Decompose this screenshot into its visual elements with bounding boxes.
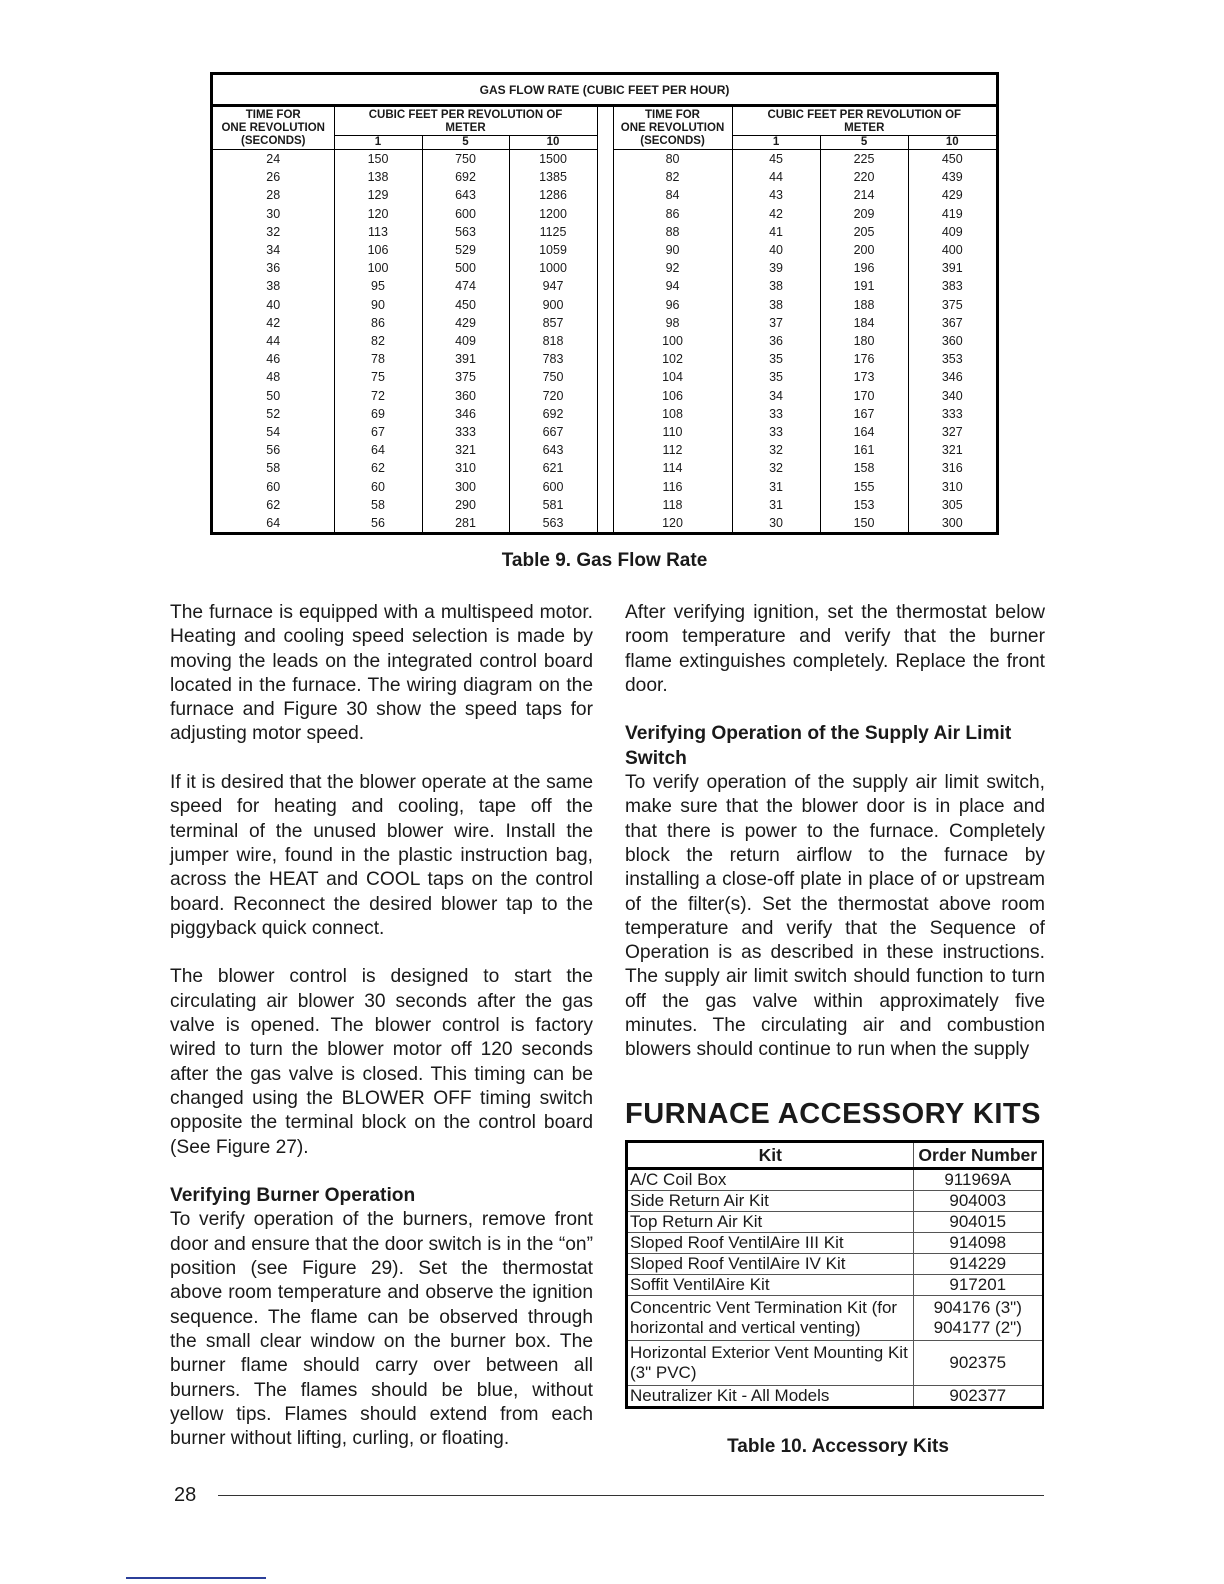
- table-row: [628, 1212, 1042, 1233]
- table-divider: [597, 150, 613, 168]
- table-cell: 170: [820, 387, 908, 405]
- paragraph-same-speed: If it is desired that the blower operate at the same speed for heating and cooling, tape off the terminal of the unused blower wire. Install the jumper wire, found in the plastic instruction bag, across the HEAT and COOL taps on the control board. Reconnect the desired blower tap to the piggyback quick connect.: [170, 772, 593, 939]
- table-cell: 82: [613, 168, 732, 186]
- gas-flow-grid: [213, 107, 996, 532]
- table-cell: 214: [820, 186, 908, 204]
- table-cell: 94: [613, 277, 732, 295]
- table-cell: 367: [941, 315, 963, 330]
- table-cell: 75: [334, 368, 422, 386]
- table-cell: 40: [213, 296, 334, 314]
- table-cell: 24: [213, 150, 334, 168]
- table-divider: [597, 168, 613, 186]
- table-cell: 900: [542, 297, 564, 312]
- table-divider: [597, 314, 613, 332]
- table-cell: 35: [732, 350, 820, 368]
- table-cell: 35: [732, 368, 820, 386]
- table-cell: 28: [213, 186, 334, 204]
- table-divider: [597, 296, 613, 314]
- table-cell: 474: [422, 277, 509, 295]
- table-divider: [597, 514, 613, 532]
- table-cell: 102: [613, 350, 732, 368]
- gas-table-body: [213, 150, 996, 532]
- table-cell: 947: [542, 279, 564, 294]
- table-cell: 69: [334, 405, 422, 423]
- table-cell: 118: [613, 496, 732, 514]
- table-cell: 31: [732, 478, 820, 496]
- table-divider: [597, 277, 613, 295]
- kit-name: Sloped Roof VentilAire III Kit: [628, 1233, 913, 1254]
- table-cell: 64: [213, 514, 334, 532]
- table-cell: 56: [334, 514, 422, 532]
- table-row: [628, 1191, 1042, 1212]
- table-cell: 60: [334, 478, 422, 496]
- table-cell: 1500: [539, 152, 567, 166]
- table-cell: 305: [941, 497, 963, 512]
- table-cell: 45: [732, 150, 820, 168]
- table-row: [213, 241, 996, 259]
- order-number-header: Order Number: [913, 1143, 1042, 1169]
- order-number: 914098: [913, 1233, 1042, 1254]
- table-divider: [597, 259, 613, 277]
- left-column: [170, 601, 593, 1476]
- table-cell: 353: [941, 352, 963, 367]
- cf-header-right: CUBIC FEET PER REVOLUTION OF METER: [732, 107, 996, 136]
- table-cell: 1125: [539, 224, 567, 239]
- table-divider: [597, 459, 613, 477]
- table-cell: 44: [732, 168, 820, 186]
- table-row: [213, 459, 996, 477]
- gas-table-title: GAS FLOW RATE (CUBIC FEET PER HOUR): [213, 75, 996, 107]
- table-divider: [597, 405, 613, 423]
- table-cell: 692: [542, 406, 564, 421]
- table-cell: 46: [213, 350, 334, 368]
- table-cell: 113: [334, 223, 422, 241]
- table-cell: 36: [732, 332, 820, 350]
- table-cell: 54: [213, 423, 334, 441]
- table-cell: 80: [613, 150, 732, 168]
- table-cell: 138: [334, 168, 422, 186]
- table-cell: 176: [820, 350, 908, 368]
- table-divider: [597, 332, 613, 350]
- table-cell: 333: [941, 406, 963, 421]
- table-cell: 58: [213, 459, 334, 477]
- table-cell: 281: [422, 514, 509, 532]
- paragraph-blower-control: The blower control is designed to start the circulating air blower 30 seconds after the gas valve is opened. The blower control is factory wired to turn the blower motor off 120 seconds after the gas valve is closed. This timing can be changed using the BLOWER OFF timing switch opposite the terminal block on the control board (See Figure 27).: [170, 966, 593, 1158]
- table-cell: 84: [613, 186, 732, 204]
- kit-name: Sloped Roof VentilAire IV Kit: [628, 1254, 913, 1275]
- kit-name: Top Return Air Kit: [628, 1212, 913, 1233]
- table-divider: [597, 368, 613, 386]
- table-cell: 340: [941, 388, 963, 403]
- kit-header: Kit: [628, 1143, 913, 1169]
- footer-rule: [218, 1495, 1044, 1496]
- table-divider: [597, 350, 613, 368]
- table-cell: 643: [422, 186, 509, 204]
- section-title-accessory-kits: FURNACE ACCESSORY KITS: [625, 1098, 1041, 1130]
- table-divider: [597, 441, 613, 459]
- paragraph-after-ignition: After verifying ignition, set the thermostat below room temperature and verify that the burner flame extinguishes completely. Replace the front door.: [625, 602, 1045, 696]
- table-cell: 38: [732, 277, 820, 295]
- table-cell: 327: [941, 425, 963, 440]
- table-cell: 31: [732, 496, 820, 514]
- order-number: 902377: [913, 1386, 1042, 1407]
- gas-flow-table: [210, 72, 999, 535]
- sub-col-1: 1: [334, 136, 422, 150]
- table-cell: 667: [542, 425, 564, 440]
- table-cell: 86: [613, 205, 732, 223]
- table-cell: 62: [334, 459, 422, 477]
- order-number: 904176 (3") 904177 (2"): [913, 1296, 1042, 1341]
- table-cell: 205: [820, 223, 908, 241]
- sub-col-10: 10: [945, 136, 959, 148]
- kit-name: A/C Coil Box: [628, 1169, 913, 1191]
- table-cell: 600: [542, 479, 564, 494]
- table-row: [213, 223, 996, 241]
- table-row: [213, 186, 996, 204]
- table-cell: 112: [613, 441, 732, 459]
- table-cell: 750: [542, 370, 564, 385]
- table-row: [213, 150, 996, 168]
- table-cell: 316: [941, 461, 963, 476]
- table-cell: 43: [732, 186, 820, 204]
- table-cell: 38: [732, 296, 820, 314]
- table-cell: 36: [213, 259, 334, 277]
- table-cell: 50: [213, 387, 334, 405]
- table-cell: 67: [334, 423, 422, 441]
- table-cell: 72: [334, 387, 422, 405]
- paragraph-motor-speed: The furnace is equipped with a multispeed motor. Heating and cooling speed selection is made by moving the leads on the integrated control board located in the furnace. The wiring diagram on the furnace and Figure 30 show the speed taps for adjusting motor speed.: [170, 602, 593, 745]
- order-number: 917201: [913, 1275, 1042, 1296]
- table-cell: 37: [732, 314, 820, 332]
- table-cell: 600: [422, 205, 509, 223]
- time-header-right: TIME FOR ONE REVOLUTION (SECONDS): [613, 107, 732, 150]
- table-cell: 391: [422, 350, 509, 368]
- sub-col-5: 5: [820, 136, 908, 150]
- table-cell: 38: [213, 277, 334, 295]
- table-row: [213, 259, 996, 277]
- table-cell: 41: [732, 223, 820, 241]
- table-cell: 92: [613, 259, 732, 277]
- order-number: 911969A: [913, 1169, 1042, 1191]
- table-row: [213, 514, 996, 532]
- table-divider: [597, 241, 613, 259]
- table-cell: 1059: [539, 243, 567, 258]
- table-cell: 200: [820, 241, 908, 259]
- table-cell: 116: [613, 478, 732, 496]
- table-cell: 346: [422, 405, 509, 423]
- table-cell: 98: [613, 314, 732, 332]
- table-cell: 419: [941, 206, 963, 221]
- table-cell: 96: [613, 296, 732, 314]
- table-row: [213, 387, 996, 405]
- table-cell: 321: [941, 443, 963, 458]
- table-row: [213, 405, 996, 423]
- table-cell: 220: [820, 168, 908, 186]
- table-row: [213, 205, 996, 223]
- heading-verifying-limit-switch: Verifying Operation of the Supply Air Limit Switch: [625, 723, 1012, 769]
- table-row: [213, 368, 996, 386]
- table-divider: [597, 223, 613, 241]
- table-cell: 643: [542, 443, 564, 458]
- table-divider: [597, 478, 613, 496]
- table-cell: 429: [422, 314, 509, 332]
- table-cell: 164: [820, 423, 908, 441]
- table-cell: 60: [213, 478, 334, 496]
- table-cell: 1385: [539, 170, 567, 185]
- table-cell: 30: [213, 205, 334, 223]
- heading-verifying-burner: Verifying Burner Operation: [170, 1185, 416, 1207]
- table-cell: 32: [732, 459, 820, 477]
- table-cell: 32: [732, 441, 820, 459]
- table-cell: 563: [422, 223, 509, 241]
- sub-col-5: 5: [422, 136, 509, 150]
- table-cell: 33: [732, 423, 820, 441]
- kit-name: Side Return Air Kit: [628, 1191, 913, 1212]
- table-row: [213, 332, 996, 350]
- table-cell: 161: [820, 441, 908, 459]
- table-10-caption: Table 10. Accessory Kits: [727, 1436, 949, 1457]
- right-column: [625, 601, 1045, 1087]
- table-cell: 429: [941, 188, 963, 203]
- table-cell: 120: [334, 205, 422, 223]
- table-row: [213, 496, 996, 514]
- table-cell: 42: [213, 314, 334, 332]
- table-cell: 90: [613, 241, 732, 259]
- table-cell: 621: [542, 461, 564, 476]
- table-cell: 720: [542, 388, 564, 403]
- table-cell: 52: [213, 405, 334, 423]
- table-cell: 56: [213, 441, 334, 459]
- table-cell: 88: [613, 223, 732, 241]
- table-cell: 409: [422, 332, 509, 350]
- order-number: 914229: [913, 1254, 1042, 1275]
- table-row: [628, 1169, 1042, 1191]
- table-cell: 450: [422, 296, 509, 314]
- table-cell: 391: [941, 261, 963, 276]
- table-cell: 34: [213, 241, 334, 259]
- table-cell: 375: [422, 368, 509, 386]
- table-cell: 360: [941, 334, 963, 349]
- table-cell: 783: [542, 352, 564, 367]
- table-divider: [597, 496, 613, 514]
- table-cell: 62: [213, 496, 334, 514]
- table-cell: 108: [613, 405, 732, 423]
- sub-col-10: 10: [546, 136, 560, 148]
- table-cell: 300: [941, 516, 963, 531]
- table-cell: 290: [422, 496, 509, 514]
- table-cell: 90: [334, 296, 422, 314]
- table-row: [213, 441, 996, 459]
- table-row: [628, 1275, 1042, 1296]
- table-divider: [597, 387, 613, 405]
- table-cell: 26: [213, 168, 334, 186]
- table-cell: 500: [422, 259, 509, 277]
- table-row: [213, 350, 996, 368]
- table-cell: 30: [732, 514, 820, 532]
- table-cell: 818: [542, 334, 564, 349]
- page-number: 28: [174, 1484, 197, 1506]
- table-cell: 48: [213, 368, 334, 386]
- table-row: [628, 1341, 1042, 1386]
- table-cell: 110: [613, 423, 732, 441]
- table-cell: 692: [422, 168, 509, 186]
- table-cell: 563: [542, 516, 564, 531]
- table-row: [213, 296, 996, 314]
- table-cell: 581: [542, 497, 564, 512]
- table-cell: 400: [941, 243, 963, 258]
- table-cell: 360: [422, 387, 509, 405]
- table-cell: 40: [732, 241, 820, 259]
- table-cell: 82: [334, 332, 422, 350]
- table-cell: 180: [820, 332, 908, 350]
- table-cell: 310: [941, 479, 963, 494]
- table-row: [628, 1254, 1042, 1275]
- table-cell: 321: [422, 441, 509, 459]
- table-cell: 120: [613, 514, 732, 532]
- table-row: [213, 478, 996, 496]
- table-cell: 300: [422, 478, 509, 496]
- accessory-kits-table: [625, 1140, 1044, 1409]
- table-cell: 333: [422, 423, 509, 441]
- table-cell: 346: [941, 370, 963, 385]
- blue-rule: [126, 1577, 266, 1579]
- table-cell: 529: [422, 241, 509, 259]
- paragraph-burner-operation: To verify operation of the burners, remove front door and ensure that the door switch is in the “on” position (see Figure 29). Set the thermostat above room temperature and observe the ignition sequence. The flame can be observed through the small clear window on the burner box. The burner flame should carry over between all burners. The flames should be blue, without yellow tips. Flames should extend from each burner without lifting, curling, or floating.: [170, 1209, 593, 1450]
- table-divider: [597, 205, 613, 223]
- time-header-left: TIME FOR ONE REVOLUTION (SECONDS): [213, 107, 334, 150]
- table-divider: [597, 107, 613, 150]
- table-cell: 39: [732, 259, 820, 277]
- sub-col-1: 1: [732, 136, 820, 150]
- order-number: 902375: [913, 1341, 1042, 1386]
- table-cell: 153: [820, 496, 908, 514]
- table-cell: 196: [820, 259, 908, 277]
- table-cell: 58: [334, 496, 422, 514]
- table-cell: 310: [422, 459, 509, 477]
- order-number: 904015: [913, 1212, 1042, 1233]
- table-row: [213, 168, 996, 186]
- table-cell: 450: [941, 152, 963, 166]
- table-cell: 188: [820, 296, 908, 314]
- table-row: [628, 1233, 1042, 1254]
- table-cell: 191: [820, 277, 908, 295]
- table-divider: [597, 186, 613, 204]
- table-cell: 95: [334, 277, 422, 295]
- paragraph-limit-switch: To verify operation of the supply air limit switch, make sure that the blower door is in place and that there is power to the furnace. Completely block the return airflow to the furnace by installing a close-off plate in place of or upstream of the filter(s). Set the thermostat above room temperature and verify that the Sequence of Operation is as described in these instructions. The supply air limit switch should function to turn off the gas valve within approximately five minutes. The circulating air and combustion blowers should continue to run when the supply: [625, 772, 1045, 1061]
- table-cell: 1000: [539, 261, 567, 276]
- accessory-table-body: [628, 1169, 1042, 1407]
- order-number: 904003: [913, 1191, 1042, 1212]
- table-cell: 167: [820, 405, 908, 423]
- table-cell: 86: [334, 314, 422, 332]
- table-cell: 150: [334, 150, 422, 168]
- table-cell: 32: [213, 223, 334, 241]
- table-cell: 173: [820, 368, 908, 386]
- table-cell: 383: [941, 279, 963, 294]
- table-cell: 106: [613, 387, 732, 405]
- table-divider: [597, 423, 613, 441]
- table-cell: 375: [941, 297, 963, 312]
- table-row: [628, 1386, 1042, 1407]
- kit-name: Horizontal Exterior Vent Mounting Kit (3" PVC): [628, 1341, 913, 1386]
- table-cell: 100: [334, 259, 422, 277]
- table-cell: 158: [820, 459, 908, 477]
- table-cell: 155: [820, 478, 908, 496]
- table-cell: 750: [422, 150, 509, 168]
- table-row: [213, 277, 996, 295]
- table-cell: 129: [334, 186, 422, 204]
- table-cell: 439: [941, 170, 963, 185]
- kit-name: Concentric Vent Termination Kit (for horizontal and vertical venting): [628, 1296, 913, 1341]
- kit-name: Neutralizer Kit - All Models: [628, 1386, 913, 1407]
- table-cell: 857: [542, 315, 564, 330]
- kit-name: Soffit VentilAire Kit: [628, 1275, 913, 1296]
- table-row: [628, 1296, 1042, 1341]
- table-cell: 409: [941, 224, 963, 239]
- table-9-caption: Table 9. Gas Flow Rate: [501, 550, 708, 571]
- table-cell: 1200: [539, 206, 567, 221]
- table-cell: 209: [820, 205, 908, 223]
- table-cell: 64: [334, 441, 422, 459]
- table-cell: 104: [613, 368, 732, 386]
- table-cell: 78: [334, 350, 422, 368]
- table-cell: 114: [613, 459, 732, 477]
- table-cell: 34: [732, 387, 820, 405]
- table-cell: 184: [820, 314, 908, 332]
- table-row: [213, 423, 996, 441]
- table-row: [213, 314, 996, 332]
- table-cell: 33: [732, 405, 820, 423]
- table-cell: 1286: [539, 188, 567, 203]
- cf-header-left: CUBIC FEET PER REVOLUTION OF METER: [334, 107, 597, 136]
- table-cell: 225: [820, 150, 908, 168]
- table-cell: 150: [820, 514, 908, 532]
- table-cell: 44: [213, 332, 334, 350]
- table-cell: 106: [334, 241, 422, 259]
- table-cell: 100: [613, 332, 732, 350]
- table-cell: 42: [732, 205, 820, 223]
